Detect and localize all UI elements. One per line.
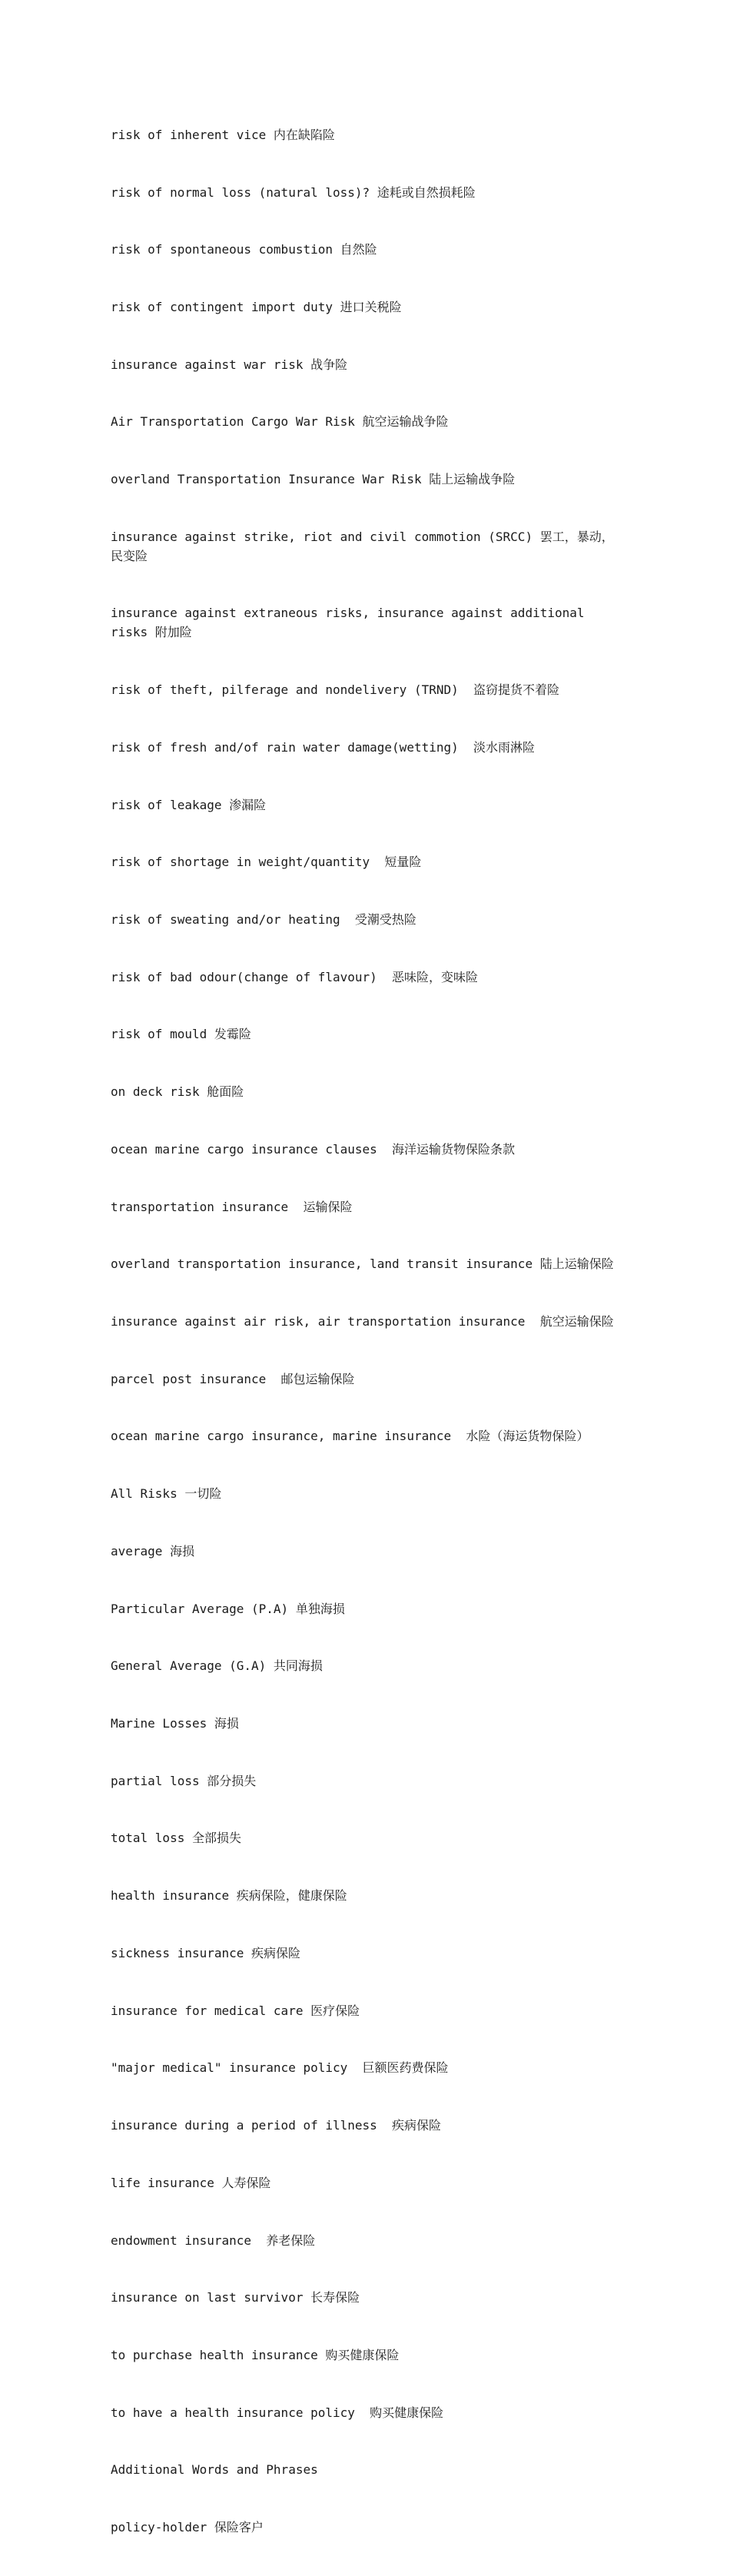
- glossary-line: sickness insurance 疾病保险: [111, 1945, 301, 1960]
- glossary-line: total loss 全部损失: [111, 1831, 241, 1846]
- glossary-line: health insurance 疾病保险，健康保险: [111, 1888, 347, 1904]
- glossary-line: overland transportation insurance, land transit insurance 陆上运输保险: [111, 1256, 614, 1272]
- glossary-line: insurance against strike, riot and civil commotion (SRCC) 罢工，暴动，民变险: [111, 529, 614, 563]
- glossary-line: endowment insurance 养老保险: [111, 2232, 316, 2248]
- glossary-line: risk of inherent vice 内在缺陷险: [111, 127, 335, 142]
- glossary-line: insurance against war risk 战争险: [111, 357, 348, 372]
- glossary-line: risk of mould 发霉险: [111, 1027, 251, 1042]
- glossary-line: parcel post insurance 邮包运输保险: [111, 1371, 355, 1386]
- glossary-line: overland Transportation Insurance War Risk 陆上运输战争险: [111, 472, 516, 487]
- glossary-line: risk of normal loss (natural loss)? 途耗或自然损耗险: [111, 184, 476, 200]
- glossary-line: insurance on last survivor 长寿保险: [111, 2290, 360, 2305]
- glossary-line: "major medical" insurance policy 巨额医药费保险: [111, 2060, 449, 2076]
- glossary-line: insurance for medical care 医疗保险: [111, 2003, 360, 2018]
- glossary-line: partial loss 部分损失: [111, 1773, 257, 1788]
- glossary-line: All Risks 一切险: [111, 1486, 222, 1502]
- glossary-line: insurance against extraneous risks, insurance against additional risks 附加险: [111, 606, 592, 640]
- glossary-line: transportation insurance 运输保险: [111, 1199, 353, 1214]
- glossary-line: insurance during a period of illness 疾病保险: [111, 2118, 442, 2133]
- glossary-line: risk of contingent import duty 进口关税险: [111, 299, 402, 314]
- glossary-line: Air Transportation Cargo War Risk 航空运输战争险: [111, 414, 449, 430]
- glossary-line: ocean marine cargo insurance, marine insurance 水险（海运货物保险）: [111, 1429, 589, 1444]
- glossary-line: policy-holder 保险客户: [111, 2520, 264, 2535]
- section-heading: Additional Words and Phrases: [111, 2462, 318, 2478]
- glossary-line: risk of fresh and/of rain water damage(wetting) 淡水雨淋险: [111, 739, 536, 755]
- glossary-line: to purchase health insurance 购买健康保险: [111, 2347, 400, 2362]
- glossary-line: risk of spontaneous combustion 自然险: [111, 242, 377, 257]
- glossary-line: Particular Average (P.A) 单独海损: [111, 1601, 345, 1616]
- glossary-line: average 海损: [111, 1543, 195, 1559]
- glossary-line: risk of bad odour(change of flavour) 恶味险，变味险: [111, 969, 479, 984]
- glossary-line: life insurance 人寿保险: [111, 2175, 271, 2190]
- glossary-line: to have a health insurance policy 购买健康保险: [111, 2405, 444, 2420]
- glossary-line: Marine Losses 海损: [111, 1716, 239, 1731]
- glossary-line: General Average (G.A) 共同海损: [111, 1658, 323, 1674]
- glossary-line: risk of shortage in weight/quantity 短量险: [111, 855, 422, 870]
- glossary-text-block: [111, 88, 625, 2576]
- glossary-line: ocean marine cargo insurance clauses 海洋运输货物保险条款: [111, 1141, 516, 1157]
- glossary-line: risk of leakage 渗漏险: [111, 797, 267, 812]
- glossary-line: risk of theft, pilferage and nondelivery (TRND) 盗窃提货不着险: [111, 682, 560, 698]
- glossary-line: risk of sweating and/or heating 受潮受热险: [111, 911, 416, 927]
- glossary-line: on deck risk 舱面险: [111, 1084, 244, 1100]
- glossary-line: insurance against air risk, air transportation insurance 航空运输保险: [111, 1314, 614, 1329]
